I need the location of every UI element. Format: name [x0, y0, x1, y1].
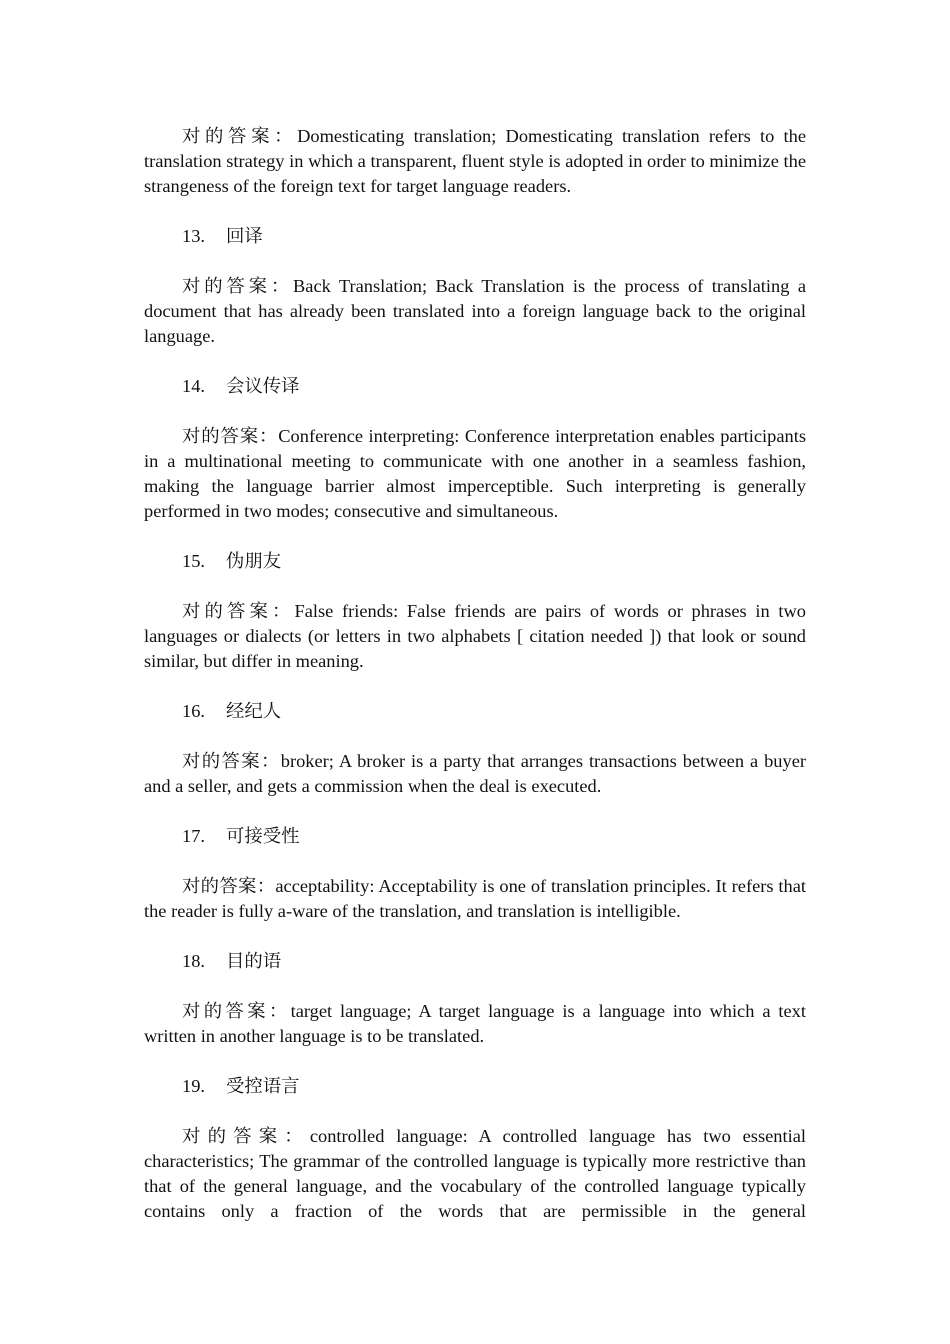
answer-prefix: 对的答案： [182, 126, 298, 146]
question-number: 17. [182, 826, 205, 846]
answer-prefix: 对的答案： [182, 426, 279, 446]
answer-prefix: 对的答案： [182, 276, 294, 296]
answer-prefix: 对的答案： [182, 1001, 291, 1021]
question-heading-15 [144, 549, 806, 574]
answer-prefix: 对的答案： [182, 1126, 310, 1146]
question-term: 可接受性 [226, 826, 300, 846]
question-heading-13 [144, 224, 806, 249]
answer-paragraph-18 [144, 999, 806, 1049]
answer-text: Domesticating translation; Domesticating translation refers to the translation strategy in which a transparent, fluent style is adopted in order to minimize the strangeness of the foreign text for target language readers. [144, 126, 806, 196]
answer-text: broker; A broker is a party that arranges transactions between a buyer and a seller, and gets a commission when the deal is executed. [144, 751, 806, 796]
answer-paragraph-14 [144, 424, 806, 524]
question-heading-16 [144, 699, 806, 724]
question-term: 回译 [226, 226, 263, 246]
question-term: 伪朋友 [226, 551, 282, 571]
question-heading-18 [144, 949, 806, 974]
answer-text: Conference interpreting: Conference interpretation enables participants in a multinational meeting to communicate with one another in a seamless fashion, making the language barrier almost imperceptible. Such interpreting is generally performed in two modes; consecutive and simultaneous. [144, 426, 806, 521]
answer-prefix: 对的答案： [182, 751, 281, 771]
question-number: 19. [182, 1076, 205, 1096]
answer-paragraph-15 [144, 599, 806, 674]
answer-paragraph-16 [144, 749, 806, 799]
document-page [144, 124, 806, 1224]
question-number: 16. [182, 701, 205, 721]
answer-text: False friends: False friends are pairs of words or phrases in two languages or dialects (or letters in two alphabets [ citation needed ]) that look or sound similar, but differ in meaning. [144, 601, 806, 671]
answer-text: Back Translation; Back Translation is the process of translating a document that has already been translated into a foreign language back to the original language. [144, 276, 806, 346]
question-number: 15. [182, 551, 205, 571]
question-heading-19 [144, 1074, 806, 1099]
answer-text: target language; A target language is a language into which a text written in another language is to be translated. [144, 1001, 806, 1046]
question-number: 14. [182, 376, 205, 396]
question-heading-17 [144, 824, 806, 849]
answer-prefix: 对的答案： [182, 876, 276, 896]
answer-text: acceptability: Acceptability is one of translation principles. It refers that the reader is fully a-ware of the translation, and translation is intelligible. [144, 876, 806, 921]
question-term: 目的语 [226, 951, 282, 971]
answer-paragraph-19 [144, 1124, 806, 1224]
answer-paragraph-12 [144, 124, 806, 199]
answer-paragraph-17 [144, 874, 806, 924]
question-term: 经纪人 [226, 701, 282, 721]
answer-paragraph-13 [144, 274, 806, 349]
answer-prefix: 对的答案： [182, 601, 295, 621]
question-heading-14 [144, 374, 806, 399]
question-number: 13. [182, 226, 205, 246]
question-term: 受控语言 [226, 1076, 300, 1096]
question-number: 18. [182, 951, 205, 971]
question-term: 会议传译 [226, 376, 300, 396]
answer-text: controlled language: A controlled language has two essential characteristics; The grammar of the controlled language is typically more restrictive than that of the general language, and the vocabulary of the controlled language typically contains only a fraction of the words that are permissible in the general [144, 1126, 806, 1221]
